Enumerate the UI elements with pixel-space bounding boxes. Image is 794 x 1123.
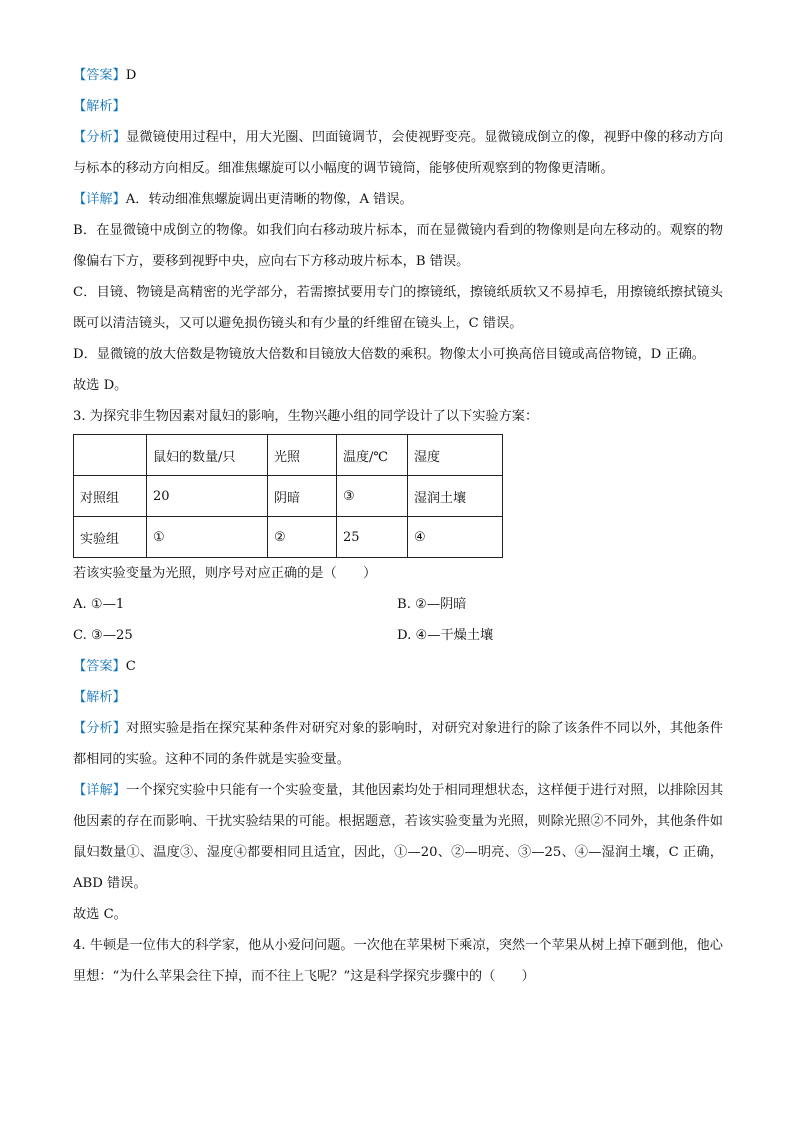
table-cell: ④: [408, 517, 503, 558]
xiangjie-text: 一个探究实验中只能有一个实验变量，其他因素均处于相同理想状态，这样便于进行对照，以排除因其他因素的存在而影响、干扰实验结果的可能。根据题意，若该实验变量为光照，则除光照②不同外，其他条件如鼠妇数量①、温度③、湿度④都要相同且适宜，因此，①—20、②—明亮、③—25、④—湿润土壤，C 正确，ABD 错误。: [73, 783, 724, 891]
detail-d-paragraph: D．显微镜的放大倍数是物镜放大倍数和目镜放大倍数的乘积。物像太小可换高倍目镜或高倍物镜，D 正确。: [73, 347, 705, 362]
analysis-tag: 【解析】: [73, 690, 126, 705]
option-a: A. ①—1: [73, 597, 125, 612]
fenxi-text: 对照实验是指在探究某种条件对研究对象的影响时，对研究对象进行的除了该条件不同以外，其他条件都相同的实验。这种不同的条件就是实验变量。: [73, 721, 724, 767]
detail-b-paragraph: B．在显微镜中成倒立的物像。如我们向右移动玻片标本，而在显微镜内看到的物像则是向左移动的。观察的物像偏右下方，要移到视野中央，应向右下方移动玻片标本，B 错误。: [73, 223, 723, 269]
fenxi-text: 显微镜使用过程中，用大光圈、凹面镜调节，会使视野变亮。显微镜成倒立的像，视野中像的移动方向与标本的移动方向相反。细准焦螺旋可以小幅度的调节镜筒，能够使所观察到的物像更清晰。: [73, 130, 724, 176]
table-header-cell: 湿度: [408, 435, 503, 476]
conclusion-line: 故选 C。: [73, 907, 127, 922]
question-text: 若该实验变量为光照，则序号对应正确的是（ ）: [73, 566, 377, 581]
detail-a-paragraph: [73, 184, 723, 215]
analysis-heading: [73, 682, 723, 713]
table-cell: 实验组: [74, 517, 147, 558]
table-cell: 阴暗: [268, 476, 337, 517]
table-cell: ③: [337, 476, 408, 517]
conclusion-line: 故选 D。: [73, 378, 128, 393]
table-row: [74, 476, 503, 517]
fenxi-paragraph: [73, 122, 723, 184]
experiment-table: [73, 434, 503, 558]
xiangjie-tag: 【详解】: [73, 783, 127, 798]
question-stem: 3. 为探究非生物因素对鼠妇的影响，生物兴趣小组的同学设计了以下实验方案：: [73, 409, 539, 424]
answer-tag: 【答案】: [73, 659, 126, 674]
option-c: C. ③—25: [73, 628, 133, 643]
answer-line: [73, 651, 723, 682]
table-cell: ①: [147, 517, 268, 558]
xiangjie-paragraph: [73, 775, 723, 899]
table-header-cell: 温度/℃: [337, 435, 408, 476]
fenxi-paragraph: [73, 713, 723, 775]
fenxi-tag: 【分析】: [73, 130, 127, 145]
table-cell: ②: [268, 517, 337, 558]
table-header-cell: 光照: [268, 435, 337, 476]
options-row: [73, 620, 723, 651]
xiangjie-tag: 【详解】: [73, 192, 126, 207]
table-cell: 20: [147, 476, 268, 517]
analysis-heading: [73, 91, 723, 122]
table-cell: 对照组: [74, 476, 147, 517]
table-cell: 25: [337, 517, 408, 558]
option-b: B. ②—阴暗: [397, 597, 467, 612]
analysis-tag: 【解析】: [73, 99, 126, 114]
detail-c-paragraph: C．目镜、物镜是高精密的光学部分，若需擦拭要用专门的擦镜纸，擦镜纸质软又不易掉毛，用擦镜纸擦拭镜头既可以清洁镜头，又可以避免损伤镜头和有少量的纤维留在镜头上，C 错误。: [73, 285, 723, 331]
option-d: D. ④—干燥土壤: [397, 628, 494, 643]
answer-value: C: [125, 659, 136, 674]
table-header-cell: 鼠妇的数量/只: [147, 435, 268, 476]
question-stem: 4. 牛顿是一位伟大的科学家，他从小爱问问题。一次他在苹果树下乘凉，突然一个苹果从树上掉下砸到他，他心里想：“为什么苹果会往下掉，而不往上飞呢？”这是科学探究步骤中的（ ）: [73, 938, 723, 984]
document-page: [73, 60, 723, 992]
answer-tag: 【答案】: [73, 68, 126, 83]
table-row: [74, 517, 503, 558]
answer-line: [73, 60, 723, 91]
table-cell: 湿润土壤: [408, 476, 503, 517]
table-header-cell: [74, 435, 147, 476]
detail-a-text: A．转动细准焦螺旋调出更清晰的物像，A 错误。: [125, 192, 413, 207]
table-header-row: [74, 435, 503, 476]
options-row: [73, 589, 723, 620]
answer-value: D: [125, 68, 137, 83]
fenxi-tag: 【分析】: [73, 721, 127, 736]
